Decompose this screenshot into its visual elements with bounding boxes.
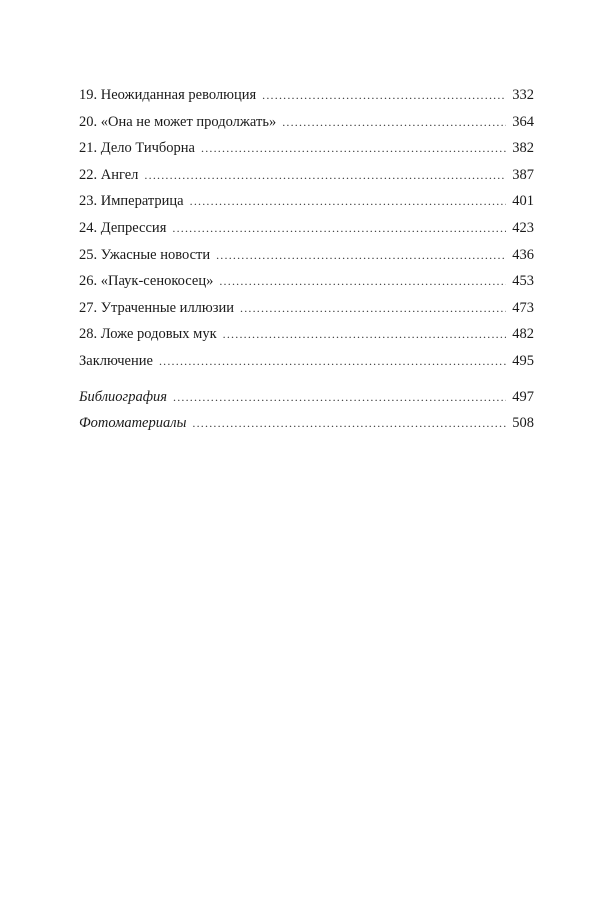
dot-leader <box>216 242 506 269</box>
toc-entry-title: 19. Неожиданная революция <box>79 87 257 103</box>
dot-leader <box>262 82 506 109</box>
dot-leader <box>173 384 506 411</box>
toc-entry-page: 332 <box>512 87 534 103</box>
toc-entry-page: 382 <box>512 140 534 157</box>
dot-leader <box>192 410 506 437</box>
toc-entry-page: 473 <box>512 299 534 316</box>
toc-entry-title: Библиография <box>79 388 167 405</box>
toc-entry-page: 436 <box>512 246 534 263</box>
toc-entry-title: 28. Ложе родовых мук <box>79 326 217 343</box>
section-spacer <box>79 375 534 384</box>
toc-entry-bibliography <box>79 384 534 411</box>
toc-entry-title: 26. «Паук-сенокосец» <box>79 273 214 290</box>
toc-entry-page: 495 <box>512 352 534 369</box>
toc-entry-title: 21. Дело Тичборна <box>79 140 195 157</box>
toc-entry-title: 22. Ангел <box>79 166 139 183</box>
toc-entry-title: 27. Утраченные иллюзии <box>79 299 234 316</box>
toc-entry-27 <box>79 295 534 322</box>
toc-entry-conclusion <box>79 348 534 375</box>
dot-leader <box>159 348 506 375</box>
dot-leader <box>172 215 506 242</box>
toc-entry-page: 453 <box>512 273 534 290</box>
dot-leader <box>144 162 506 189</box>
toc-entry-22 <box>79 162 534 189</box>
toc-entry-24 <box>79 215 534 242</box>
toc-entry-page: 423 <box>512 219 534 236</box>
dot-leader <box>201 135 506 162</box>
toc-entry-page: 508 <box>512 415 534 432</box>
toc-entry-title: 24. Депрессия <box>79 219 167 236</box>
toc-entry-title: Заключение <box>79 352 153 369</box>
dot-leader <box>223 321 507 348</box>
toc-entry-19 <box>79 82 534 109</box>
toc-entry-23 <box>79 188 534 215</box>
toc-entry-28 <box>79 321 534 348</box>
dot-leader <box>219 268 506 295</box>
table-of-contents <box>79 82 534 437</box>
toc-entry-25 <box>79 242 534 269</box>
toc-entry-page: 497 <box>512 388 534 405</box>
toc-entry-page: 401 <box>512 193 534 210</box>
toc-entry-21 <box>79 135 534 162</box>
toc-entry-page: 387 <box>512 166 534 183</box>
toc-entry-page: 482 <box>512 326 534 343</box>
toc-entry-photos <box>79 410 534 437</box>
toc-entry-title: 20. «Она не может продолжать» <box>79 113 277 130</box>
dot-leader <box>240 295 506 322</box>
toc-entry-20 <box>79 109 534 136</box>
toc-entry-title: 23. Императрица <box>79 193 184 210</box>
toc-entry-page: 364 <box>512 113 534 130</box>
dot-leader <box>190 188 507 215</box>
dot-leader <box>282 109 506 136</box>
toc-entry-title: Фотоматериалы <box>79 415 187 432</box>
toc-entry-title: 25. Ужасные новости <box>79 246 211 263</box>
toc-entry-26 <box>79 268 534 295</box>
